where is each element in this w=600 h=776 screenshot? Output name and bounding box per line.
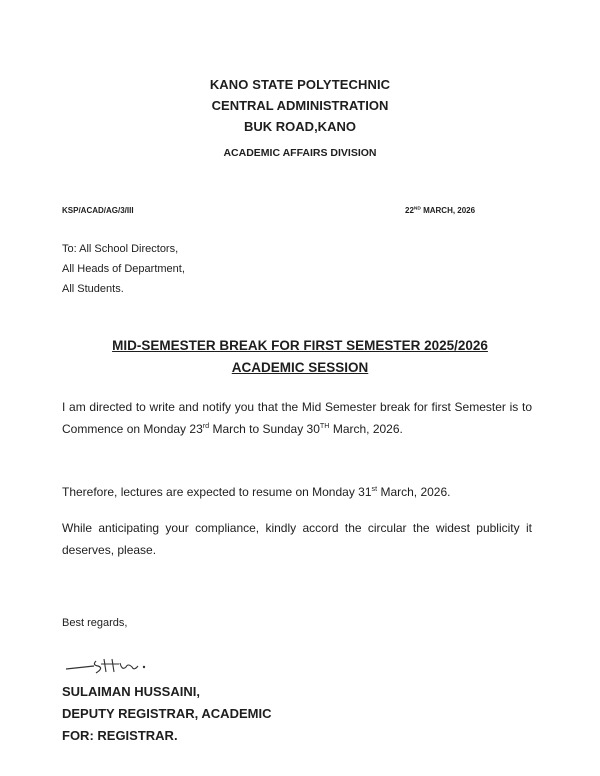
p2-text: Therefore, lectures are expected to resume on Monday 31 [62, 485, 372, 499]
body-paragraph-2 [62, 481, 532, 503]
signatory-name: SULAIMAN HUSSAINI, [62, 684, 200, 699]
date-day: 22 [405, 206, 414, 215]
recipient-line: All Heads of Department, [62, 263, 185, 275]
signature-icon [64, 653, 184, 677]
signatory-for: FOR: REGISTRAR. [62, 728, 178, 743]
reference-number: KSP/ACAD/AG/3/III [62, 206, 134, 215]
date-rest: MARCH, 2026 [420, 206, 476, 215]
subject-line-2: ACADEMIC SESSION [231, 360, 369, 375]
date-suffix: ND [413, 206, 421, 212]
letter-date [405, 206, 475, 215]
address: BUK ROAD,KANO [244, 119, 356, 134]
signatory-title: DEPUTY REGISTRAR, ACADEMIC [62, 706, 272, 721]
p1-text: March to Sunday 30 [209, 422, 320, 436]
body-paragraph-3: While anticipating your compliance, kindly accord the circular the widest publicity it deserves, please. [62, 521, 532, 557]
p2-text: March, 2026. [377, 485, 451, 499]
p1-text: I am directed to write and notify you that the Mid Semester break for first Semester is to Commence on Monday 23 [62, 400, 532, 436]
office-name: CENTRAL ADMINISTRATION [211, 98, 389, 113]
division-name: ACADEMIC AFFAIRS DIVISION [223, 147, 377, 159]
p1-sup: TH [319, 421, 330, 430]
p1-sup: rd [202, 421, 210, 430]
body-paragraph-1 [62, 396, 532, 440]
p1-text: March, 2026. [329, 422, 403, 436]
recipient-line: All Students. [62, 283, 124, 295]
closing-regards: Best regards, [62, 617, 128, 629]
institution-name: KANO STATE POLYTECHNIC [209, 77, 391, 92]
subject-line-1: MID-SEMESTER BREAK FOR FIRST SEMESTER 2025/2026 [112, 338, 488, 353]
p2-sup: st [371, 484, 378, 493]
recipient-line: To: All School Directors, [62, 243, 179, 255]
